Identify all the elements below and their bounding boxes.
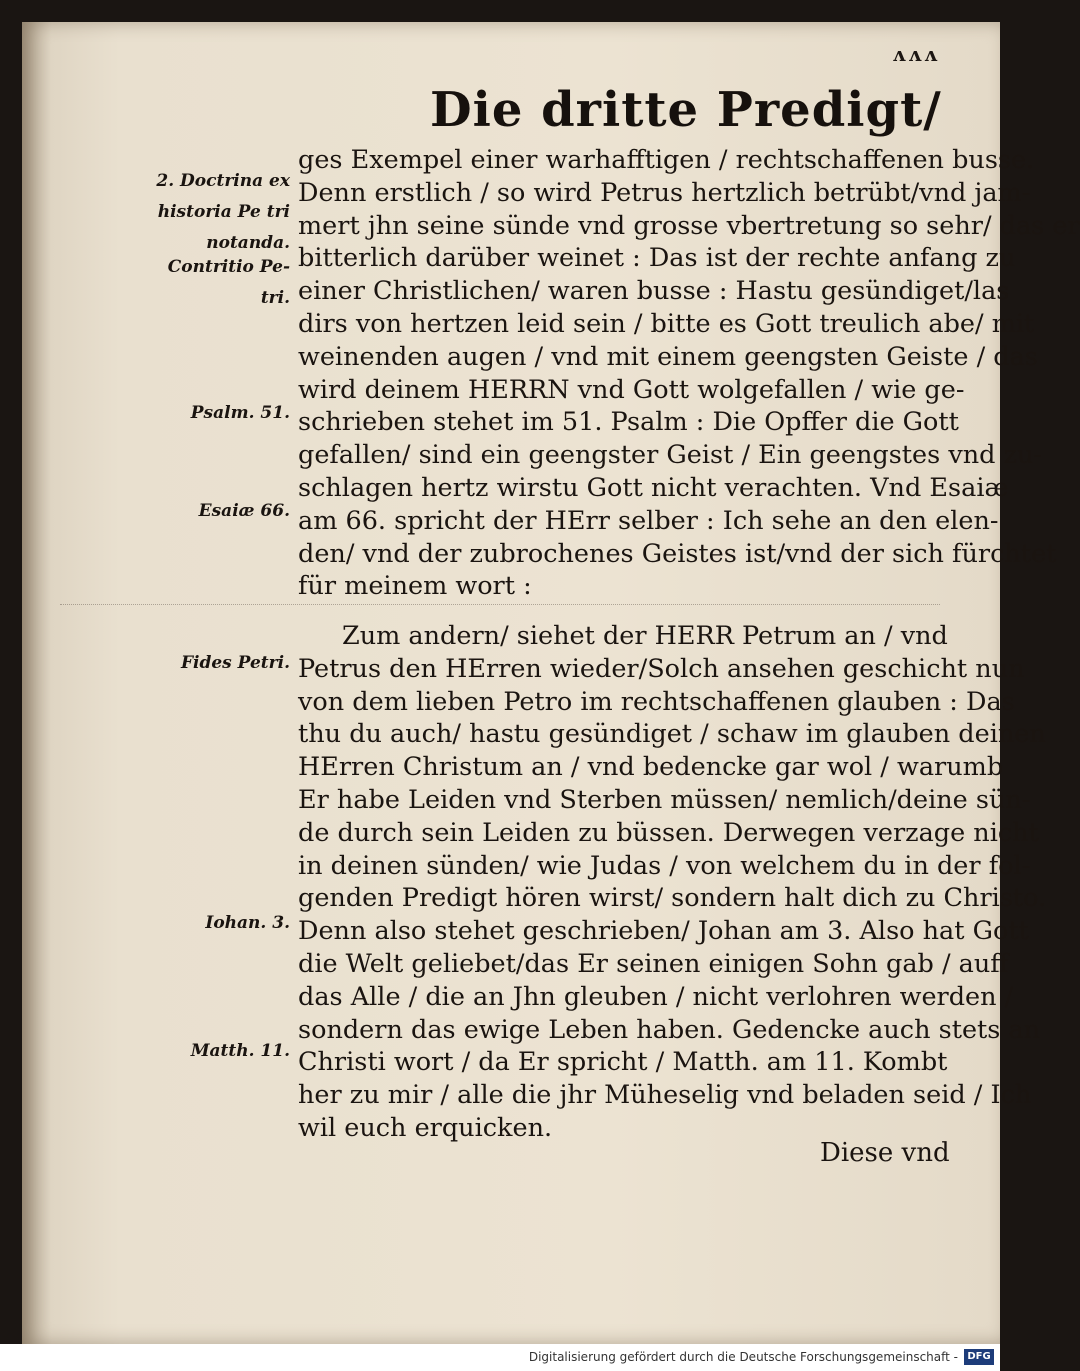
margin-note-psalm: Psalm. 51. — [190, 403, 290, 423]
text-line: HErren Christum an / vnd bedencke gar wol / warumb — [298, 752, 1004, 783]
text-line: einer Christlichen/ waren busse : Hastu gesündiget/las — [298, 276, 1010, 307]
running-head: Die dritte Predigt/ — [430, 82, 942, 138]
margin-note-esaiae: Esaiæ 66. — [198, 501, 290, 521]
folio-mark: ʌʌʌ — [892, 42, 940, 66]
margin-note-doctrina: 2. Doctrina ex historia Pe tri notanda. — [156, 171, 290, 253]
dfg-logo-icon: DFG — [964, 1349, 994, 1365]
text-line: mert jhn seine sünde vnd grosse vbertretung so sehr/ das er — [298, 210, 1080, 241]
text-line: für meinem wort : — [298, 571, 532, 602]
text-line: weinenden augen / vnd mit einem geengsten Geiste / das — [298, 341, 1038, 372]
text-line: in deinen sünden/ wie Judas / von welchem du in der fol- — [298, 850, 1031, 881]
paragraph-2 — [298, 620, 1047, 1145]
text-line: Christi wort / da Er spricht / Matth. am 11. Kombt — [298, 1047, 948, 1078]
text-line: die Welt geliebet/das Er seinen einigen Sohn gab / auff — [298, 948, 1009, 979]
text-line: Denn erstlich / so wird Petrus hertzlich betrübt/vnd jam- — [298, 177, 1031, 208]
margin-note-matth: Matth. 11. — [190, 1041, 290, 1061]
paragraph-1 — [298, 144, 1080, 603]
margin-note-fides: Fides Petri. — [180, 653, 290, 673]
text-line: den/ vnd der zubrochenes Geistes ist/vnd der sich fürchtet — [298, 538, 1057, 569]
funding-notice: Digitalisierung gefördert durch die Deutsche Forschungsgemeinschaft - — [528, 1350, 958, 1364]
text-line: sondern das ewige Leben haben. Gedencke auch stets an — [298, 1014, 1041, 1045]
footer-bar — [0, 1344, 1000, 1371]
text-line: ges Exempel einer warhafftigen / rechtschaffenen busse. — [298, 145, 1035, 175]
text-line: genden Predigt hören wirst/ sondern halt dich zu Christo. — [298, 883, 1047, 914]
text-line: gefallen/ sind ein geengster Geist / Ein geengstes vnd zu- — [298, 440, 1043, 471]
text-line: wil euch erquicken. — [298, 1112, 553, 1143]
text-line: dirs von hertzen leid sein / bitte es Gott treulich abe/ mit — [298, 308, 1035, 339]
text-line: das Alle / die an Jhn gleuben / nicht verlohren werden / — [298, 981, 1014, 1012]
text-line: Petrus den HErren wieder/Solch ansehen geschicht nun — [298, 653, 1025, 684]
text-line: bitterlich darüber weinet : Das ist der rechte anfang zu — [298, 243, 1016, 274]
text-line: her zu mir / alle die jhr Müheselig vnd beladen seid / Ich — [298, 1080, 1032, 1111]
margin-note-iohan: Iohan. 3. — [205, 913, 290, 933]
scan-fold-line — [60, 604, 940, 605]
text-line: schlagen hertz wirstu Gott nicht verachten. Vnd Esaiæ — [298, 472, 1009, 503]
text-line: de durch sein Leiden zu büssen. Derwegen verzage nicht — [298, 817, 1039, 848]
text-line: Denn also stehet geschrieben/ Johan am 3. Also hat Gott — [298, 916, 1029, 947]
text-line: Zum andern/ siehet der HERR Petrum an / vnd — [342, 621, 948, 651]
text-line: Er habe Leiden vnd Sterben müssen/ nemlich/deine sün- — [298, 784, 1031, 815]
catchword: Diese vnd — [820, 1138, 950, 1168]
margin-note-contritio: Contritio Pe- tri. — [167, 257, 290, 308]
text-line: thu du auch/ hastu gesündiget / schaw im glauben deinen — [298, 719, 1046, 750]
text-line: am 66. spricht der HErr selber : Ich sehe an den elen- — [298, 505, 999, 536]
text-line: von dem lieben Petro im rechtschaffenen glauben : Das — [298, 686, 1015, 717]
text-line: schrieben stehet im 51. Psalm : Die Opffer die Gott — [298, 407, 959, 438]
text-line: wird deinem HERRN vnd Gott wolgefallen / wie ge- — [298, 374, 965, 405]
